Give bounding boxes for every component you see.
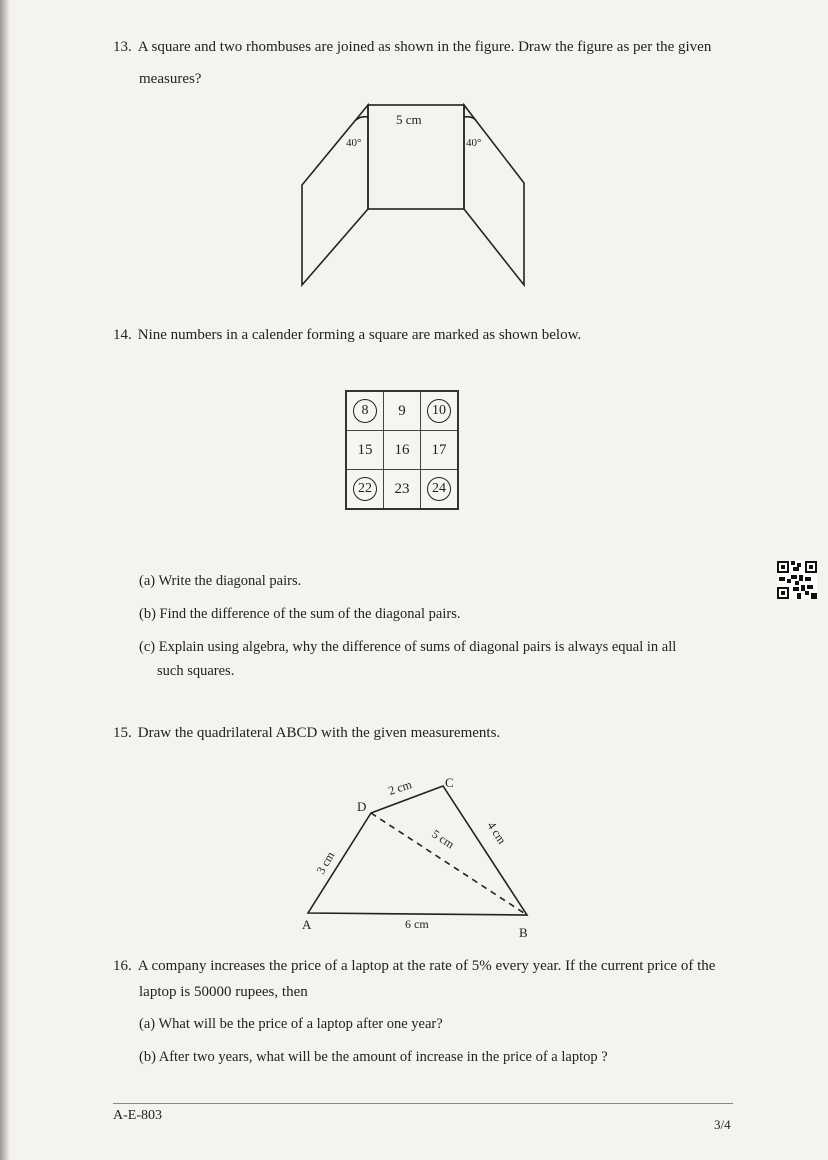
circled-number: 24	[427, 477, 451, 501]
circled-number: 8	[353, 399, 377, 423]
grid-cell	[346, 470, 384, 510]
left-rhombus	[302, 105, 368, 285]
circled-number: 10	[427, 399, 451, 423]
q14-part-a: (a) Write the diagonal pairs.	[139, 573, 302, 589]
figure-quadrilateral	[295, 770, 545, 940]
left-angle-label: 40°	[346, 137, 362, 149]
page-number: 3/4	[714, 1117, 731, 1132]
question-text: Draw the quadrilateral ABCD with the given measurements.	[137, 725, 501, 741]
grid-cell: 16	[384, 431, 421, 470]
q16-part-a: (a) What will be the price of a laptop after one year?	[139, 1016, 443, 1032]
calendar-grid	[345, 390, 459, 510]
page-edge	[0, 0, 10, 1160]
diagonal-DB	[371, 813, 527, 915]
grid-row	[346, 470, 458, 510]
grid-cell: 23	[384, 470, 421, 510]
question-number: 15.	[113, 725, 132, 741]
footer-divider	[113, 1103, 733, 1104]
right-angle-label: 40°	[466, 137, 482, 149]
grid-cell	[421, 470, 459, 510]
question-text: Nine numbers in a calender forming a square are marked as shown below.	[137, 327, 582, 343]
side-label: 5 cm	[396, 112, 422, 127]
grid-row	[346, 391, 458, 431]
q14-part-c: (c) Explain using algebra, why the difference of sums of diagonal pairs is always equal in all	[139, 639, 677, 655]
circled-number: 22	[353, 477, 377, 501]
question-number: 14.	[113, 327, 132, 343]
q14-part-c-line2: such squares.	[157, 663, 235, 679]
question-number: 16.	[113, 958, 132, 974]
grid-row	[346, 431, 458, 470]
question-number: 13.	[113, 39, 132, 55]
label-DC: 2 cm	[386, 777, 414, 798]
grid-cell	[346, 391, 384, 431]
label-CB: 4 cm	[484, 819, 510, 847]
question-13-line2: measures?	[139, 71, 202, 87]
grid-cell: 15	[346, 431, 384, 470]
label-AD: 3 cm	[313, 848, 338, 877]
q16-part-b: (b) After two years, what will be the amount of increase in the price of a laptop ?	[139, 1049, 608, 1065]
vertex-D: D	[357, 799, 367, 814]
vertex-C: C	[445, 775, 454, 790]
question-text: A company increases the price of a laptop at the rate of 5% every year. If the current price of the	[137, 958, 716, 974]
question-13	[113, 36, 711, 58]
grid-cell	[421, 391, 459, 431]
label-DB: 5 cm	[429, 826, 457, 852]
paper-code: A-E-803	[113, 1108, 162, 1123]
q14-part-b: (b) Find the difference of the sum of the diagonal pairs.	[139, 606, 461, 622]
question-text: A square and two rhombuses are joined as shown in the figure. Draw the figure as per the given	[137, 39, 712, 55]
vertex-A: A	[302, 917, 312, 932]
vertex-B: B	[519, 925, 528, 940]
question-16	[113, 955, 715, 977]
question-15	[113, 722, 500, 744]
question-14	[113, 324, 581, 346]
figure-square-rhombuses	[290, 95, 540, 295]
grid-cell: 9	[384, 391, 421, 431]
quadrilateral-outline	[308, 786, 527, 915]
qr-code	[777, 561, 817, 599]
grid-cell: 17	[421, 431, 459, 470]
label-AB: 6 cm	[405, 917, 429, 931]
question-16-line2: laptop is 50000 rupees, then	[139, 984, 308, 1000]
right-rhombus	[464, 105, 524, 285]
